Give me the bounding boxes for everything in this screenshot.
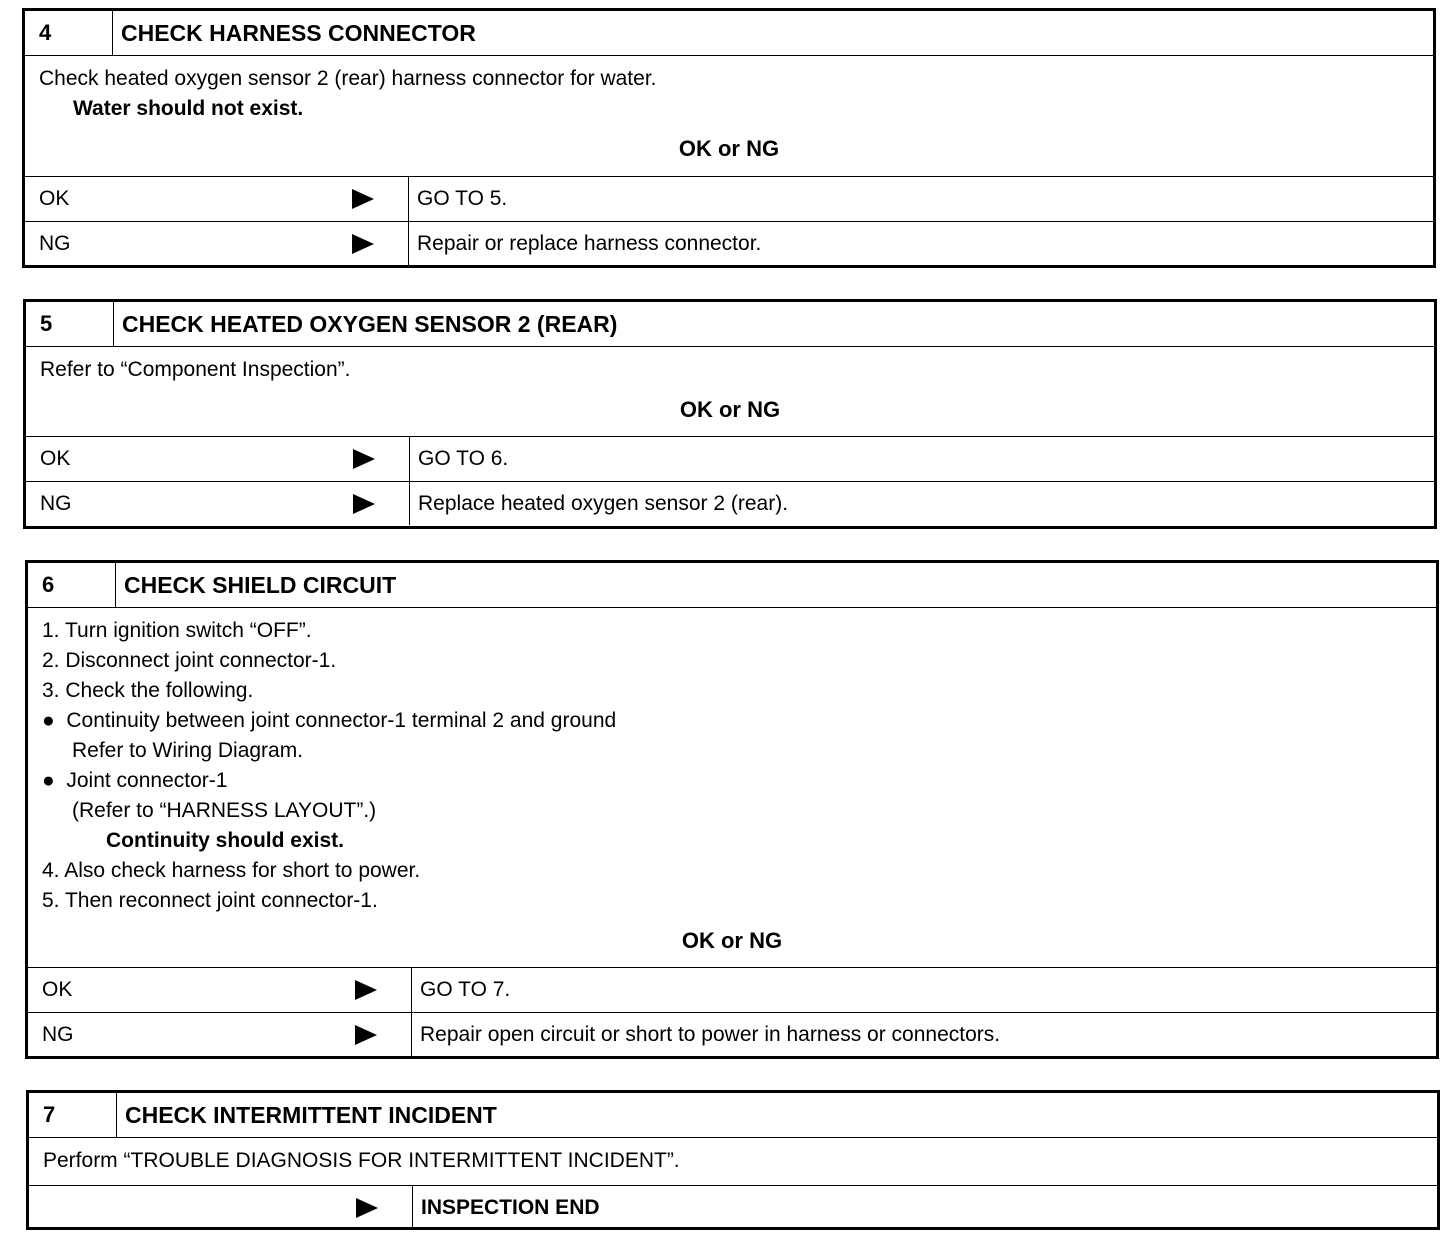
step-title: CHECK HARNESS CONNECTOR <box>121 19 476 46</box>
step-body <box>26 347 1434 437</box>
instruction-line: 2. Disconnect joint connector-1. <box>42 649 337 672</box>
result-row-end <box>29 1186 1437 1230</box>
result-action: Replace heated oxygen sensor 2 (rear). <box>418 491 789 515</box>
result-label: NG <box>39 231 71 255</box>
right-triangle-arrow-icon <box>353 449 375 469</box>
result-action: INSPECTION END <box>421 1196 600 1219</box>
result-row-ng <box>26 481 1434 525</box>
step-title: CHECK SHIELD CIRCUIT <box>124 571 397 598</box>
step-number: 4 <box>25 11 113 55</box>
instruction-line: Refer to “Component Inspection”. <box>40 358 351 381</box>
expected-result: Water should not exist. <box>73 97 304 120</box>
step-title: CHECK HEATED OXYGEN SENSOR 2 (REAR) <box>122 310 618 337</box>
bullet-text: Joint connector-1 <box>66 769 228 792</box>
step-header <box>29 1093 1437 1138</box>
step-number: 5 <box>26 302 114 346</box>
right-triangle-arrow-icon <box>356 1198 378 1218</box>
result-row-ng <box>28 1012 1436 1056</box>
step-title: CHECK INTERMITTENT INCIDENT <box>125 1101 497 1128</box>
instruction-line: 3. Check the following. <box>42 679 254 702</box>
bullet-text: Continuity between joint connector-1 terminal 2 and ground <box>66 709 617 732</box>
step-body <box>28 608 1436 968</box>
result-row-ok <box>26 437 1434 481</box>
right-triangle-arrow-icon <box>352 234 374 254</box>
instruction-line: Perform “TROUBLE DIAGNOSIS FOR INTERMITTENT INCIDENT”. <box>43 1149 680 1172</box>
instruction-line: 4. Also check harness for short to power. <box>42 859 421 882</box>
instruction-line: (Refer to “HARNESS LAYOUT”.) <box>72 799 377 822</box>
step-body <box>29 1138 1437 1186</box>
result-label: OK <box>39 187 70 210</box>
instruction-line: Refer to Wiring Diagram. <box>72 739 304 762</box>
expected-result: Continuity should exist. <box>106 829 345 852</box>
instruction-line: Check heated oxygen sensor 2 (rear) harness connector for water. <box>39 67 657 90</box>
result-action: GO TO 5. <box>417 187 508 210</box>
step-number: 7 <box>29 1093 117 1137</box>
ok-or-ng-label: OK or NG <box>679 397 781 422</box>
bullet-item: ● Continuity between joint connector-1 terminal 2 and ground <box>42 709 617 732</box>
result-row-ok <box>28 968 1436 1012</box>
result-row-ok <box>25 177 1433 221</box>
right-triangle-arrow-icon <box>353 494 375 514</box>
step-6 <box>25 560 1439 1059</box>
result-label: OK <box>42 978 73 1001</box>
result-action: Repair or replace harness connector. <box>417 231 762 255</box>
right-triangle-arrow-icon <box>355 1025 377 1045</box>
step-number: 6 <box>28 563 116 607</box>
ok-or-ng-label: OK or NG <box>678 136 780 161</box>
ok-or-ng-label: OK or NG <box>681 928 783 953</box>
step-header <box>26 302 1434 347</box>
result-row-ng <box>25 221 1433 265</box>
step-7 <box>26 1090 1440 1230</box>
result-label: NG <box>42 1022 74 1046</box>
step-body <box>25 56 1433 177</box>
instruction-line: 1. Turn ignition switch “OFF”. <box>42 619 312 642</box>
result-label: NG <box>40 491 72 515</box>
right-triangle-arrow-icon <box>352 189 374 209</box>
bullet-item: ● Joint connector-1 <box>42 769 228 792</box>
result-action: GO TO 7. <box>420 978 511 1001</box>
result-label: OK <box>40 447 71 470</box>
step-header <box>25 11 1433 56</box>
instruction-line: 5. Then reconnect joint connector-1. <box>42 889 378 912</box>
step-4 <box>22 8 1436 268</box>
step-5 <box>23 299 1437 529</box>
result-action: GO TO 6. <box>418 447 509 470</box>
result-action: Repair open circuit or short to power in harness or connectors. <box>420 1022 1001 1046</box>
step-header <box>28 563 1436 608</box>
right-triangle-arrow-icon <box>355 980 377 1000</box>
